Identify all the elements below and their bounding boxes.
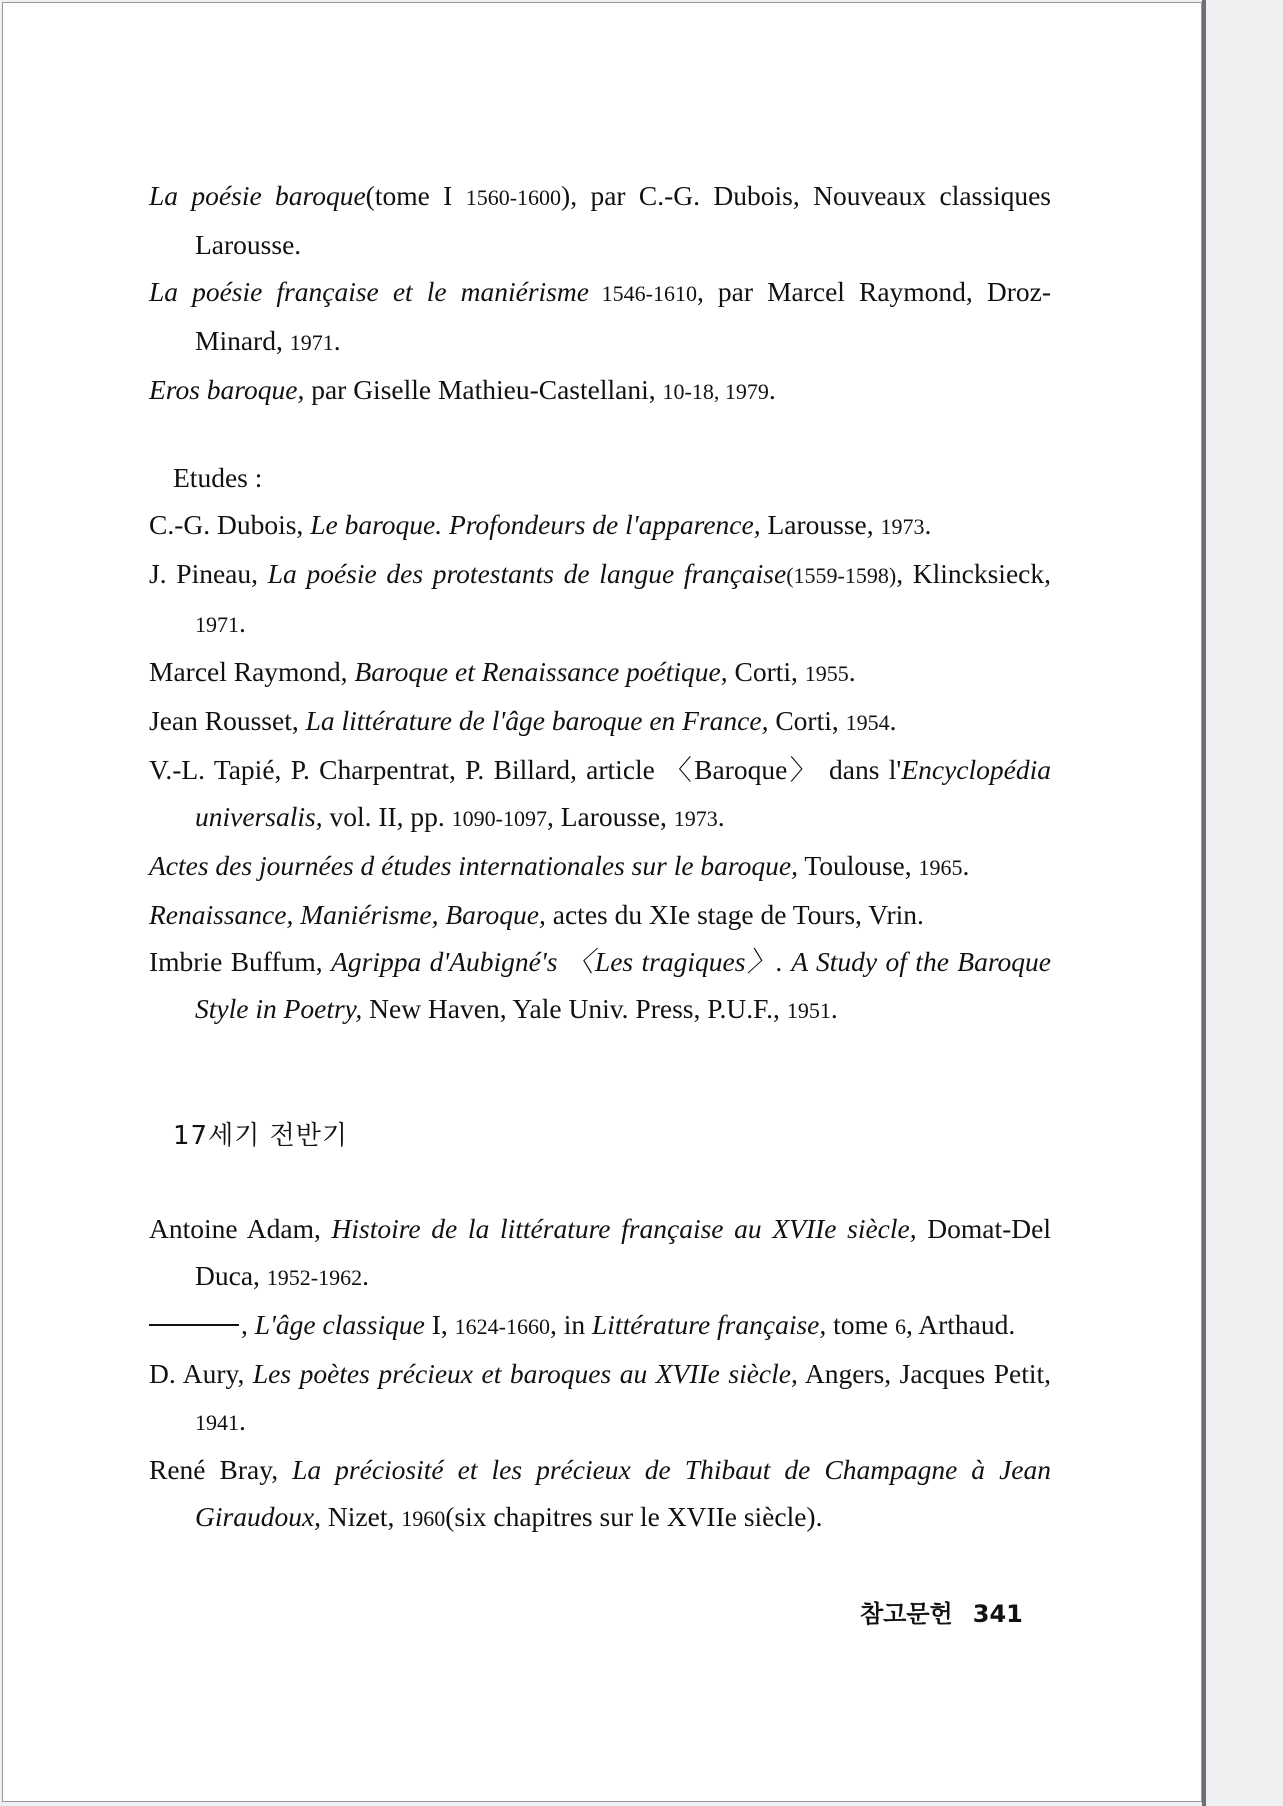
list-item: Renaissance, Maniérisme, Baroque, actes du XIe stage de Tours, Vrin. — [149, 899, 924, 930]
section-17th-century — [149, 1116, 1051, 1156]
list-item: J. Pineau, La poésie des protestants de langue française(1559-1598), Klincksieck, 1971. — [149, 558, 1051, 638]
list-item: V.-L. Tapié, P. Charpentrat, P. Billard, article 〈Baroque〉 dans l'Encyclopédia universalis, vol. II, pp. 1090-1097, Larousse, 1973. — [149, 754, 1051, 832]
list-item: Marcel Raymond, Baroque et Renaissance poétique, Corti, 1955. — [149, 656, 856, 687]
list-item: René Bray, La préciosité et les précieux de Thibaut de Champagne à Jean Giraudoux, Nizet, 1960(six chapitres sur le XVIIe siècle). — [149, 1454, 1051, 1532]
entry-title: Actes des journées d études internationales sur le baroque, — [149, 850, 798, 881]
list-item: Actes des journées d études internationales sur le baroque, Toulouse, 1965. — [149, 850, 970, 881]
page-edge — [1202, 0, 1206, 1806]
entry-title: Agrippa d'Aubigné's 〈Les tragiques〉. A Study of the Baroque Style in Poetry, — [195, 946, 1051, 1024]
entry-title: L'âge classique — [254, 1309, 425, 1340]
bibliography-17th — [149, 1205, 1051, 1542]
entry-title: La poésie des protestants de langue française — [267, 558, 787, 589]
list-item: Jean Rousset, La littérature de l'âge baroque en France, Corti, 1954. — [149, 705, 897, 736]
list-item: Imbrie Buffum, Agrippa d'Aubigné's 〈Les tragiques〉. A Study of the Baroque Style in Poetry, New Haven, Yale Univ. Press, P.U.F., 1951. — [149, 946, 1051, 1024]
entry-title: Baroque et Renaissance poétique, — [354, 656, 728, 687]
etudes-heading: Etudes : — [173, 462, 263, 493]
list-item: La poésie baroque(tome I 1560-1600), par C.-G. Dubois, Nouveaux classiques Larousse. — [149, 180, 1051, 260]
page-footer — [860, 1594, 1043, 1629]
entry-title: La littérature de l'âge baroque en France, — [305, 705, 769, 736]
list-item: Eros baroque, par Giselle Mathieu-Castellani, 10-18, 1979. — [149, 374, 776, 405]
entry-title: Renaissance, Maniérisme, Baroque, — [149, 899, 546, 930]
list-item: , L'âge classique I, 1624-1660, in Littérature française, tome 6, Arthaud. — [149, 1301, 1051, 1350]
entry-title: Le baroque. Profondeurs de l'apparence, — [310, 509, 761, 540]
bibliography-top — [149, 172, 1051, 415]
entry-title: La poésie baroque — [149, 180, 366, 211]
entry-title: Eros baroque, — [149, 374, 305, 405]
list-item: La poésie française et le maniérisme 1546-1610, par Marcel Raymond, Droz-Minard, 1971. — [149, 276, 1052, 356]
entry-title: La préciosité et les précieux de Thibaut de Champagne à Jean Giraudoux, — [195, 1454, 1051, 1532]
entry-title: Histoire de la littérature française au XVIIe siècle, — [331, 1213, 917, 1244]
page-number: 341 — [972, 1600, 1023, 1628]
footer-label: 참고문헌 — [860, 1600, 953, 1628]
list-item: C.-G. Dubois, Le baroque. Profondeurs de l'apparence, Larousse, 1973. — [149, 509, 932, 540]
entry-title: Littérature française, — [592, 1309, 827, 1340]
bibliography-etudes — [149, 454, 1051, 1034]
entry-title: La poésie française et le maniérisme — [149, 276, 589, 307]
list-item: Antoine Adam, Histoire de la littérature française au XVIIe siècle, Domat-Del Duca, 1952-1962. — [149, 1213, 1051, 1291]
list-item: D. Aury, Les poètes précieux et baroques au XVIIe siècle, Angers, Jacques Petit, 1941. — [149, 1358, 1051, 1436]
section-heading: 17세기 전반기 — [173, 1121, 348, 1151]
entry-title: Encyclopédia universalis, — [195, 754, 1051, 832]
ditto-dash — [149, 1324, 239, 1326]
entry-title: Les poètes précieux et baroques au XVIIe siècle, — [252, 1358, 798, 1389]
